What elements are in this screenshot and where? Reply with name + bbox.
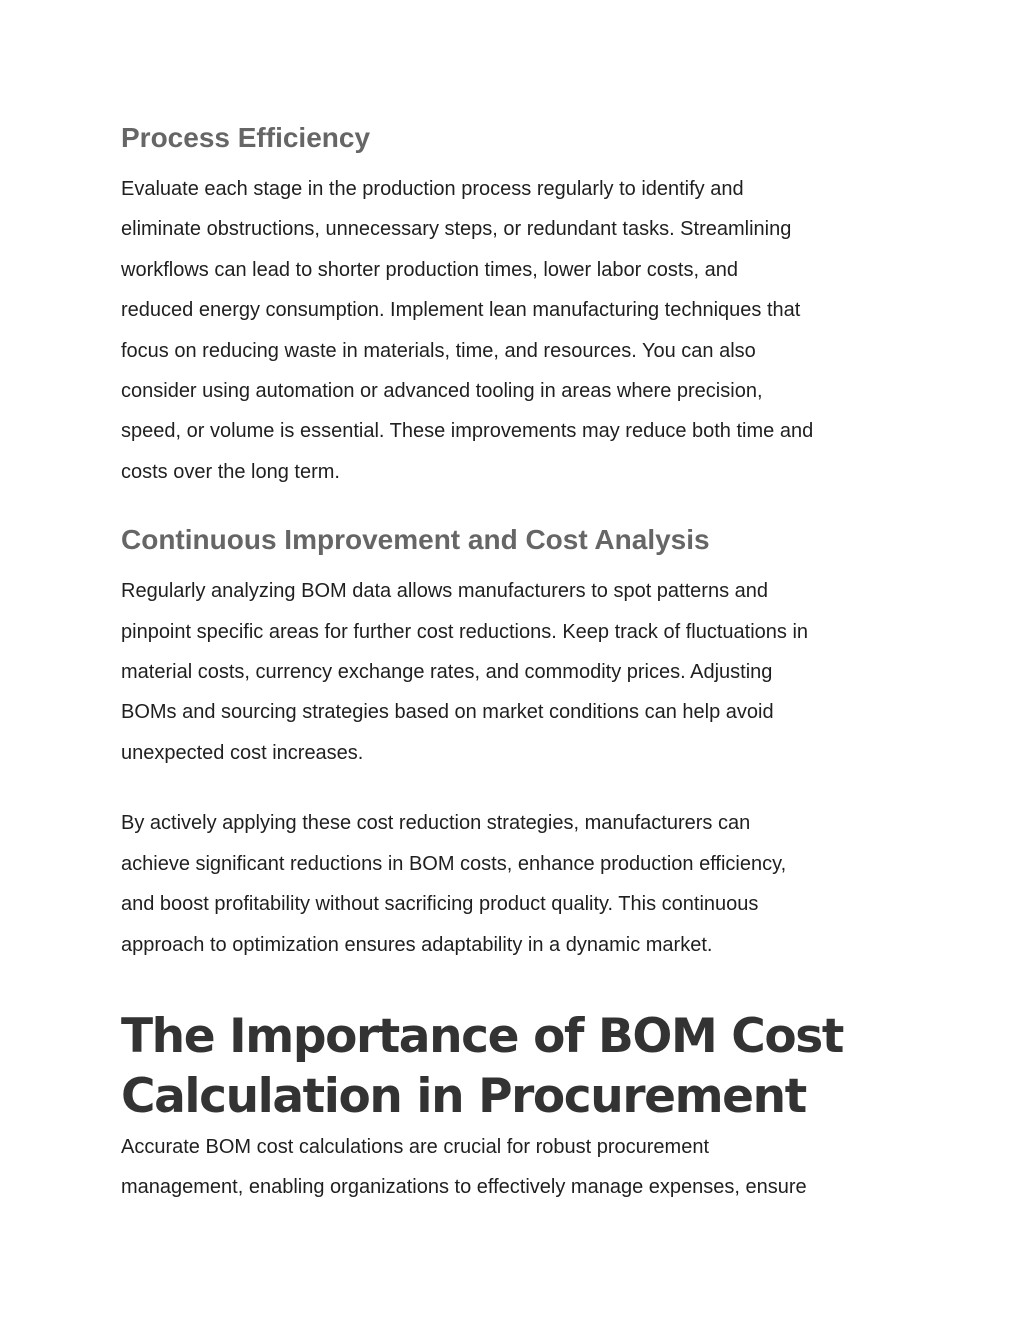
heading-line: The Importance of BOM Cost	[121, 1008, 843, 1064]
heading-line: Calculation in Procurement	[121, 1068, 806, 1124]
document-page	[121, 118, 921, 1208]
text-line: speed, or volume is essential. These improvements may reduce both time and	[121, 420, 814, 443]
text-line: management, enabling organizations to effectively manage expenses, ensure	[121, 1176, 807, 1199]
text-line: costs over the long term.	[121, 460, 340, 483]
text-line: Evaluate each stage in the production process regularly to identify and	[121, 178, 744, 200]
text-line: material costs, currency exchange rates, and commodity prices. Adjusting	[121, 661, 773, 684]
text-line: Regularly analyzing BOM data allows manufacturers to spot patterns and	[121, 580, 769, 603]
paragraph-process-efficiency	[121, 169, 921, 492]
text-line: Accurate BOM cost calculations are crucial for robust procurement	[121, 1135, 710, 1158]
text-line: reduced energy consumption. Implement lean manufacturing techniques that	[121, 299, 801, 322]
text-line: focus on reducing waste in materials, time, and resources. You can also	[121, 339, 756, 362]
text-line: consider using automation or advanced tooling in areas where precision,	[121, 380, 763, 403]
heading-continuous-improvement: Continuous Improvement and Cost Analysis	[121, 524, 710, 556]
text-line: approach to optimization ensures adaptability in a dynamic market.	[121, 933, 713, 956]
text-line: pinpoint specific areas for further cost reductions. Keep track of fluctuations in	[121, 620, 809, 643]
text-line: achieve significant reductions in BOM costs, enhance production efficiency,	[121, 852, 787, 875]
paragraph-importance	[121, 1127, 921, 1208]
text-line: workflows can lead to shorter production times, lower labor costs, and	[121, 258, 738, 281]
text-line: By actively applying these cost reduction strategies, manufacturers can	[121, 812, 751, 835]
heading-importance-bom-cost	[121, 1007, 921, 1127]
text-line: and boost profitability without sacrificing product quality. This continuous	[121, 893, 759, 916]
heading-process-efficiency: Process Efficiency	[121, 122, 371, 153]
paragraph-cost-reduction-summary	[121, 803, 921, 965]
paragraph-bom-analysis	[121, 571, 921, 773]
text-line: unexpected cost increases.	[121, 741, 364, 764]
text-line: BOMs and sourcing strategies based on market conditions can help avoid	[121, 701, 774, 724]
text-line: eliminate obstructions, unnecessary steps, or redundant tasks. Streamlining	[121, 218, 792, 241]
